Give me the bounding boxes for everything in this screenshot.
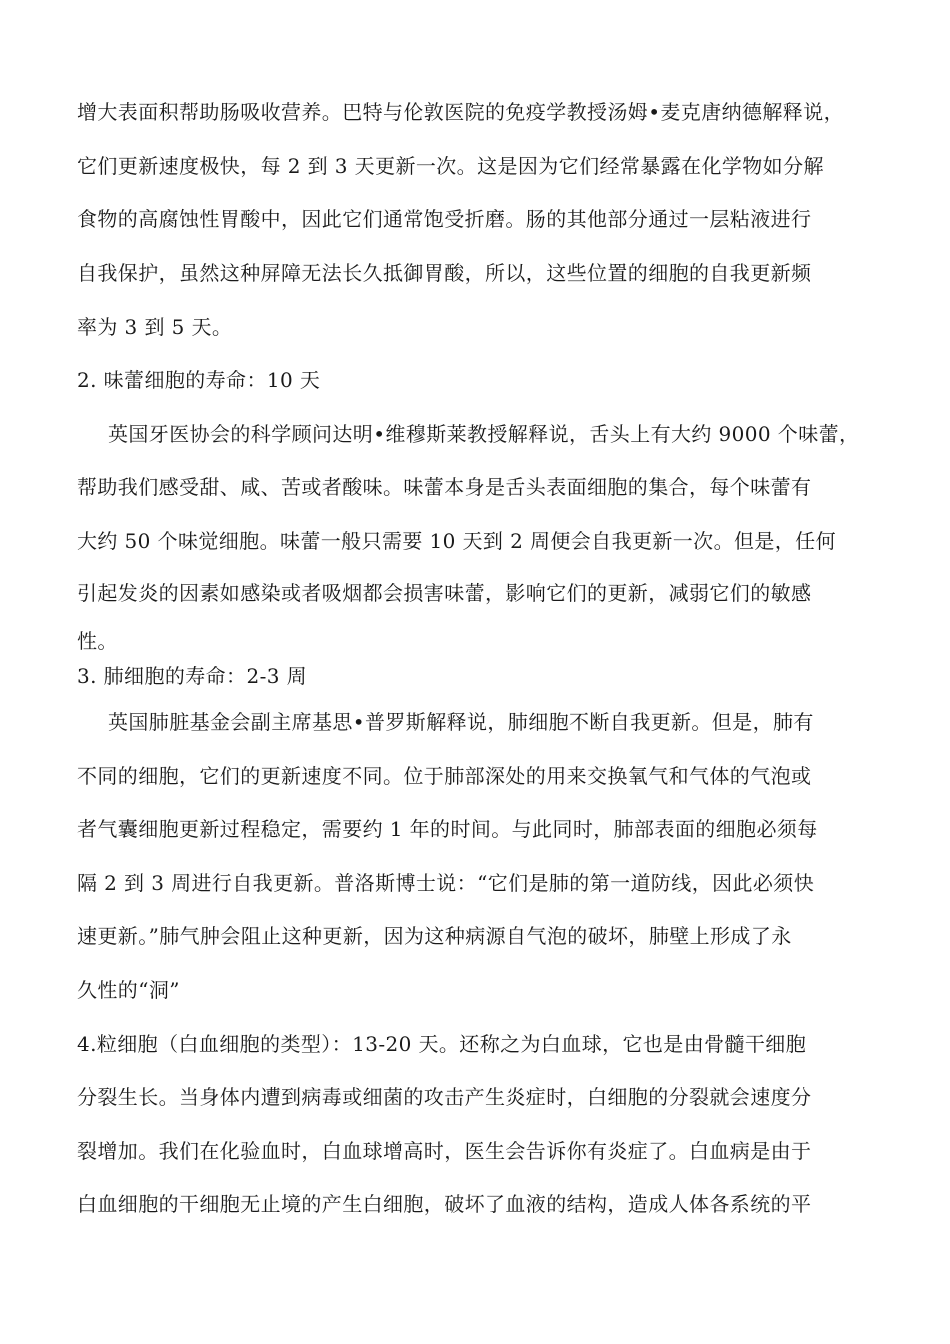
paragraph-line: 性。 <box>77 629 118 653</box>
paragraph-line: 裂增加。我们在化验血时，白血球增高时，医生会告诉你有炎症了。白血病是由于 <box>77 1139 812 1163</box>
paragraph-line: 食物的高腐蚀性胃酸中，因此它们通常饱受折磨。肠的其他部分通过一层粘液进行 <box>77 207 812 231</box>
paragraph-line: 速更新。”肺气肿会阻止这种更新，因为这种病源自气泡的破坏，肺壁上形成了永 <box>77 924 792 948</box>
paragraph-line: 久性的“洞” <box>77 978 180 1002</box>
paragraph-line: 率为 3 到 5 天。 <box>77 315 233 339</box>
paragraph-line: 分裂生长。当身体内遭到病毒或细菌的攻击产生炎症时，白细胞的分裂就会速度分 <box>77 1085 812 1109</box>
paragraph-line: 增大表面积帮助肠吸收营养。巴特与伦敦医院的免疫学教授汤姆•麦克唐纳德解释说， <box>77 100 844 124</box>
section-heading: 3. 肺细胞的寿命：2-3 周 <box>77 664 308 688</box>
paragraph-line: 不同的细胞，它们的更新速度不同。位于肺部深处的用来交换氧气和气体的气泡或 <box>77 764 812 788</box>
paragraph-line: 自我保护，虽然这种屏障无法长久抵御胃酸，所以，这些位置的细胞的自我更新频 <box>77 261 812 285</box>
paragraph-line: 者气囊细胞更新过程稳定，需要约 1 年的时间。与此同时，肺部表面的细胞必须每 <box>77 817 818 841</box>
paragraph-line: 英国肺脏基金会副主席基思•普罗斯解释说，肺细胞不断自我更新。但是，肺有 <box>108 710 814 734</box>
paragraph-line: 帮助我们感受甜、咸、苦或者酸味。味蕾本身是舌头表面细胞的集合，每个味蕾有 <box>77 475 812 499</box>
paragraph-line: 隔 2 到 3 周进行自我更新。普洛斯博士说：“它们是肺的第一道防线，因此必须快 <box>77 871 815 895</box>
paragraph-line: 引起发炎的因素如感染或者吸烟都会损害味蕾，影响它们的更新，减弱它们的敏感 <box>77 581 812 605</box>
paragraph-line: 它们更新速度极快，每 2 到 3 天更新一次。这是因为它们经常暴露在化学物如分解 <box>77 154 824 178</box>
section-heading: 4.粒细胞（白血细胞的类型）：13-20 天。还称之为白血球，它也是由骨髓干细胞 <box>77 1032 807 1056</box>
paragraph-line: 大约 50 个味觉细胞。味蕾一般只需要 10 天到 2 周便会自我更新一次。但是，任何 <box>77 529 836 553</box>
paragraph-line: 英国牙医协会的科学顾问达明•维穆斯莱教授解释说，舌头上有大约 9000 个味蕾， <box>108 422 860 446</box>
section-heading: 2. 味蕾细胞的寿命：10 天 <box>77 368 321 392</box>
paragraph-line: 白血细胞的干细胞无止境的产生白细胞，破坏了血液的结构，造成人体各系统的平 <box>77 1192 812 1216</box>
